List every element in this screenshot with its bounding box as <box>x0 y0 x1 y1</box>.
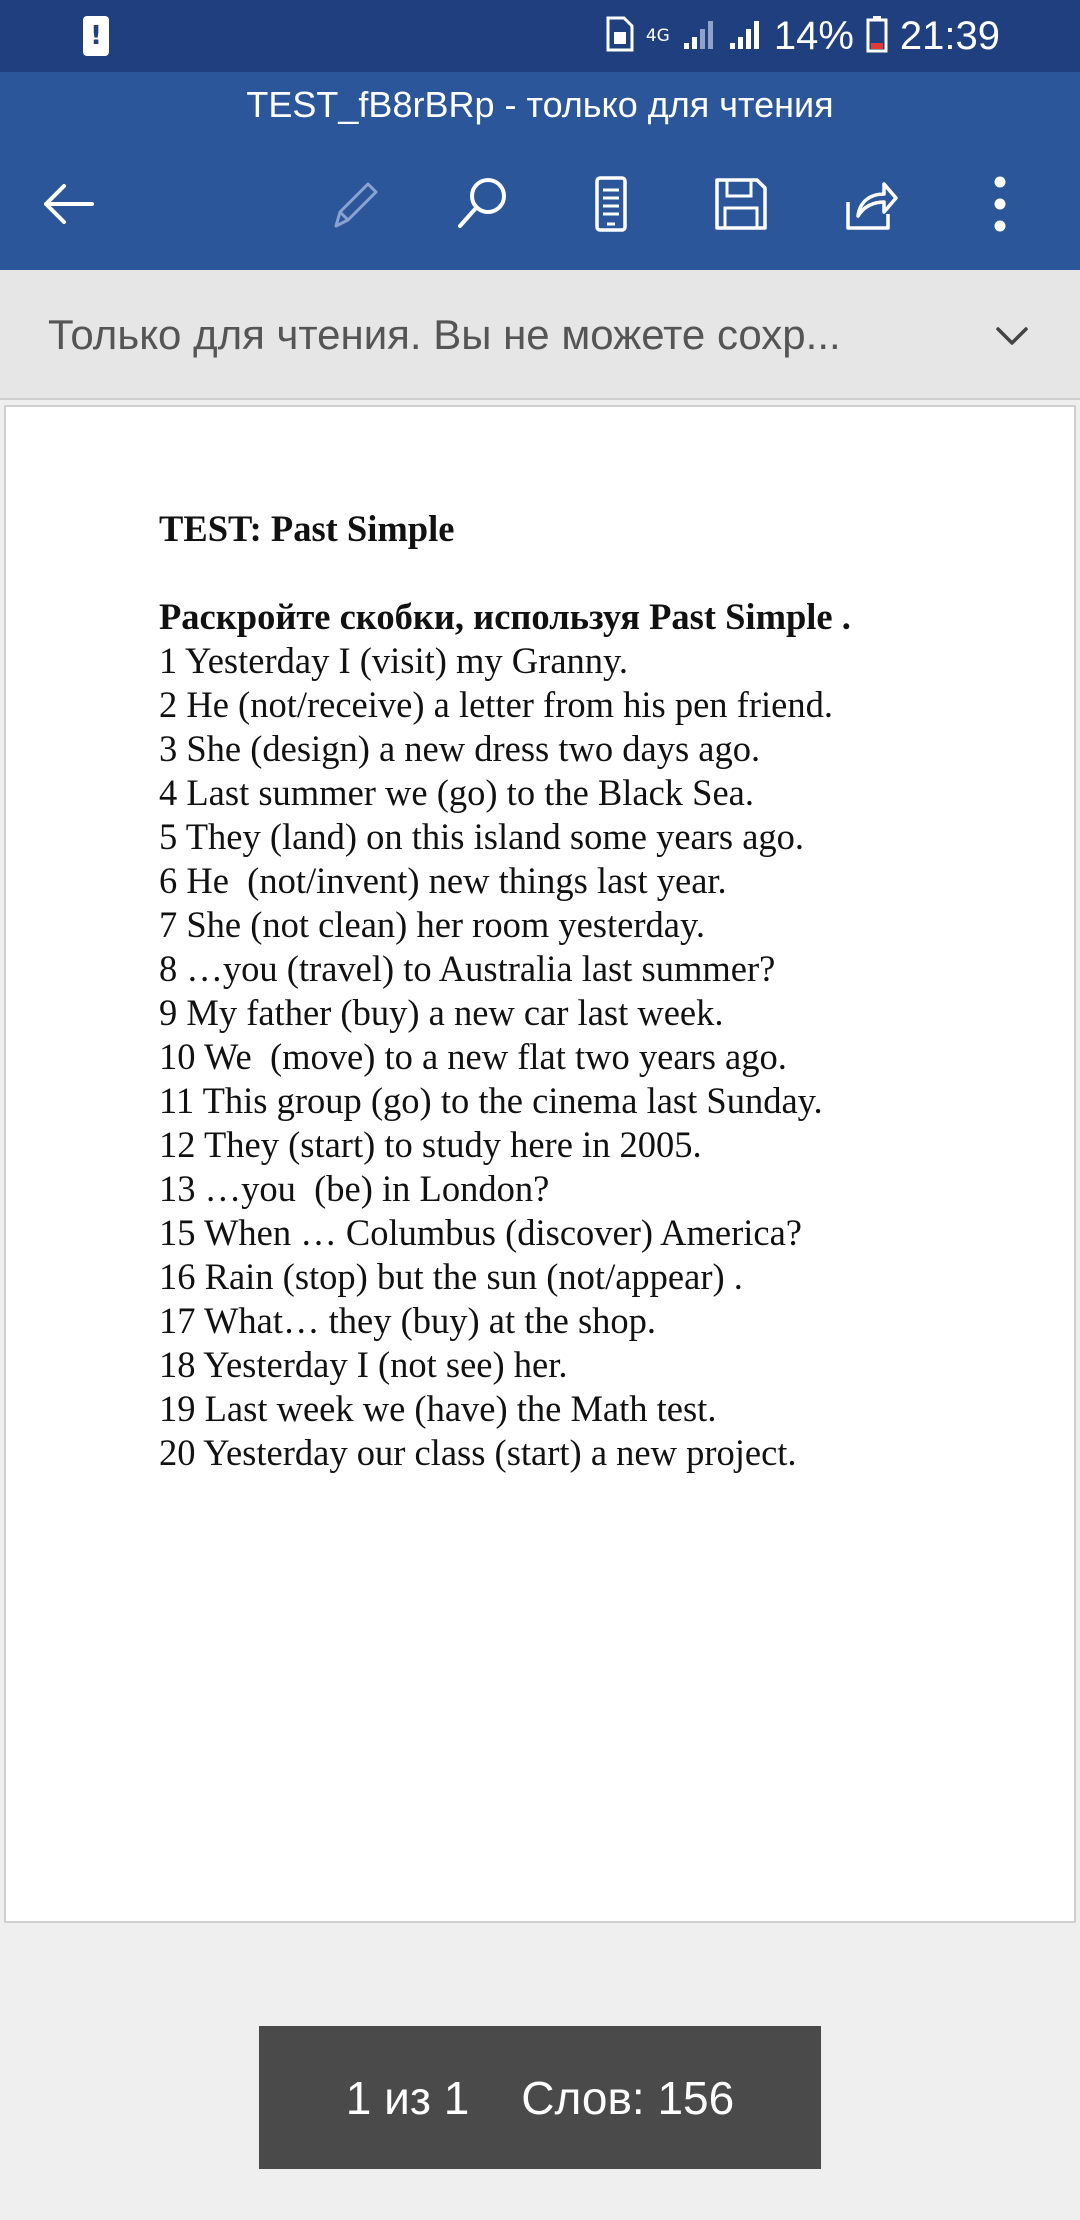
more-options-button[interactable] <box>960 164 1040 244</box>
signal-1-icon <box>682 17 716 55</box>
read-only-message: Только для чтения. Вы не можете сохр... <box>48 311 841 358</box>
read-only-info-bar[interactable] <box>0 270 1080 400</box>
share-button[interactable] <box>830 164 910 244</box>
mobile-view-button[interactable] <box>571 164 651 244</box>
battery-percent: 14% <box>773 13 854 58</box>
exercise-line: 12 They (start) to study here in 2005. <box>159 1124 702 1165</box>
page-word-count-badge <box>259 2026 821 2169</box>
alert-notification-icon: ! <box>83 16 109 56</box>
status-bar <box>0 0 1080 72</box>
exercise-line: 11 This group (go) to the cinema last Sunday. <box>159 1080 823 1121</box>
chevron-down-icon <box>992 316 1032 356</box>
exercise-line: 7 She (not clean) her room yesterday. <box>159 904 705 945</box>
status-indicators <box>604 8 1000 64</box>
network-type-label: 4G <box>645 26 670 46</box>
exercise-line: 1 Yesterday I (visit) my Granny. <box>159 640 629 681</box>
battery-icon <box>866 15 888 57</box>
exercise-line: 6 He (not/invent) new things last year. <box>159 860 727 901</box>
exercise-line: 2 He (not/receive) a letter from his pen friend. <box>159 684 833 725</box>
signal-2-icon <box>728 17 762 55</box>
search-icon <box>452 174 512 234</box>
exercise-line: 4 Last summer we (go) to the Black Sea. <box>159 772 754 813</box>
back-button[interactable] <box>28 164 108 244</box>
more-vert-icon <box>970 174 1030 234</box>
document-page[interactable] <box>4 405 1076 1923</box>
doc-instruction: Раскройте скобки, используя Past Simple . <box>159 596 851 637</box>
exercise-line: 3 She (design) a new dress two days ago. <box>159 728 761 769</box>
exercise-line: 15 When … Columbus (discover) America? <box>159 1212 802 1253</box>
blank-line <box>159 551 1059 595</box>
exercise-line: 5 They (land) on this island some years ago. <box>159 816 805 857</box>
save-button[interactable] <box>701 164 781 244</box>
edit-button[interactable] <box>314 164 394 244</box>
exercise-line: 16 Rain (stop) but the sun (not/appear) . <box>159 1256 743 1297</box>
back-arrow-icon <box>38 174 98 234</box>
mobile-view-icon <box>581 174 641 234</box>
search-button[interactable] <box>442 164 522 244</box>
exercise-line: 10 We (move) to a new flat two years ago. <box>159 1036 787 1077</box>
exercise-line: 20 Yesterday our class (start) a new project. <box>159 1432 797 1473</box>
exercise-line: 8 …you (travel) to Australia last summer? <box>159 948 776 989</box>
doc-title: TEST: Past Simple <box>159 508 455 549</box>
exercise-line: 18 Yesterday I (not see) her. <box>159 1344 568 1385</box>
word-count: Слов: 156 <box>521 2071 735 2124</box>
share-icon <box>840 174 900 234</box>
document-title: TEST_fB8rBRp - только для чтения <box>0 72 1080 138</box>
exercise-line: 13 …you (be) in London? <box>159 1168 550 1209</box>
exercise-line: 17 What… they (buy) at the shop. <box>159 1300 657 1341</box>
edit-pencil-icon <box>324 174 384 234</box>
exercise-line: 9 My father (buy) a new car last week. <box>159 992 724 1033</box>
save-icon <box>711 174 771 234</box>
page-indicator: 1 из 1 <box>345 2071 470 2124</box>
document-body <box>159 507 1059 1475</box>
clock: 21:39 <box>899 13 1000 58</box>
sim-card-icon <box>604 16 634 56</box>
exercise-line: 19 Last week we (have) the Math test. <box>159 1388 717 1429</box>
toolbar <box>0 138 1080 270</box>
expand-info-button[interactable] <box>984 308 1040 364</box>
